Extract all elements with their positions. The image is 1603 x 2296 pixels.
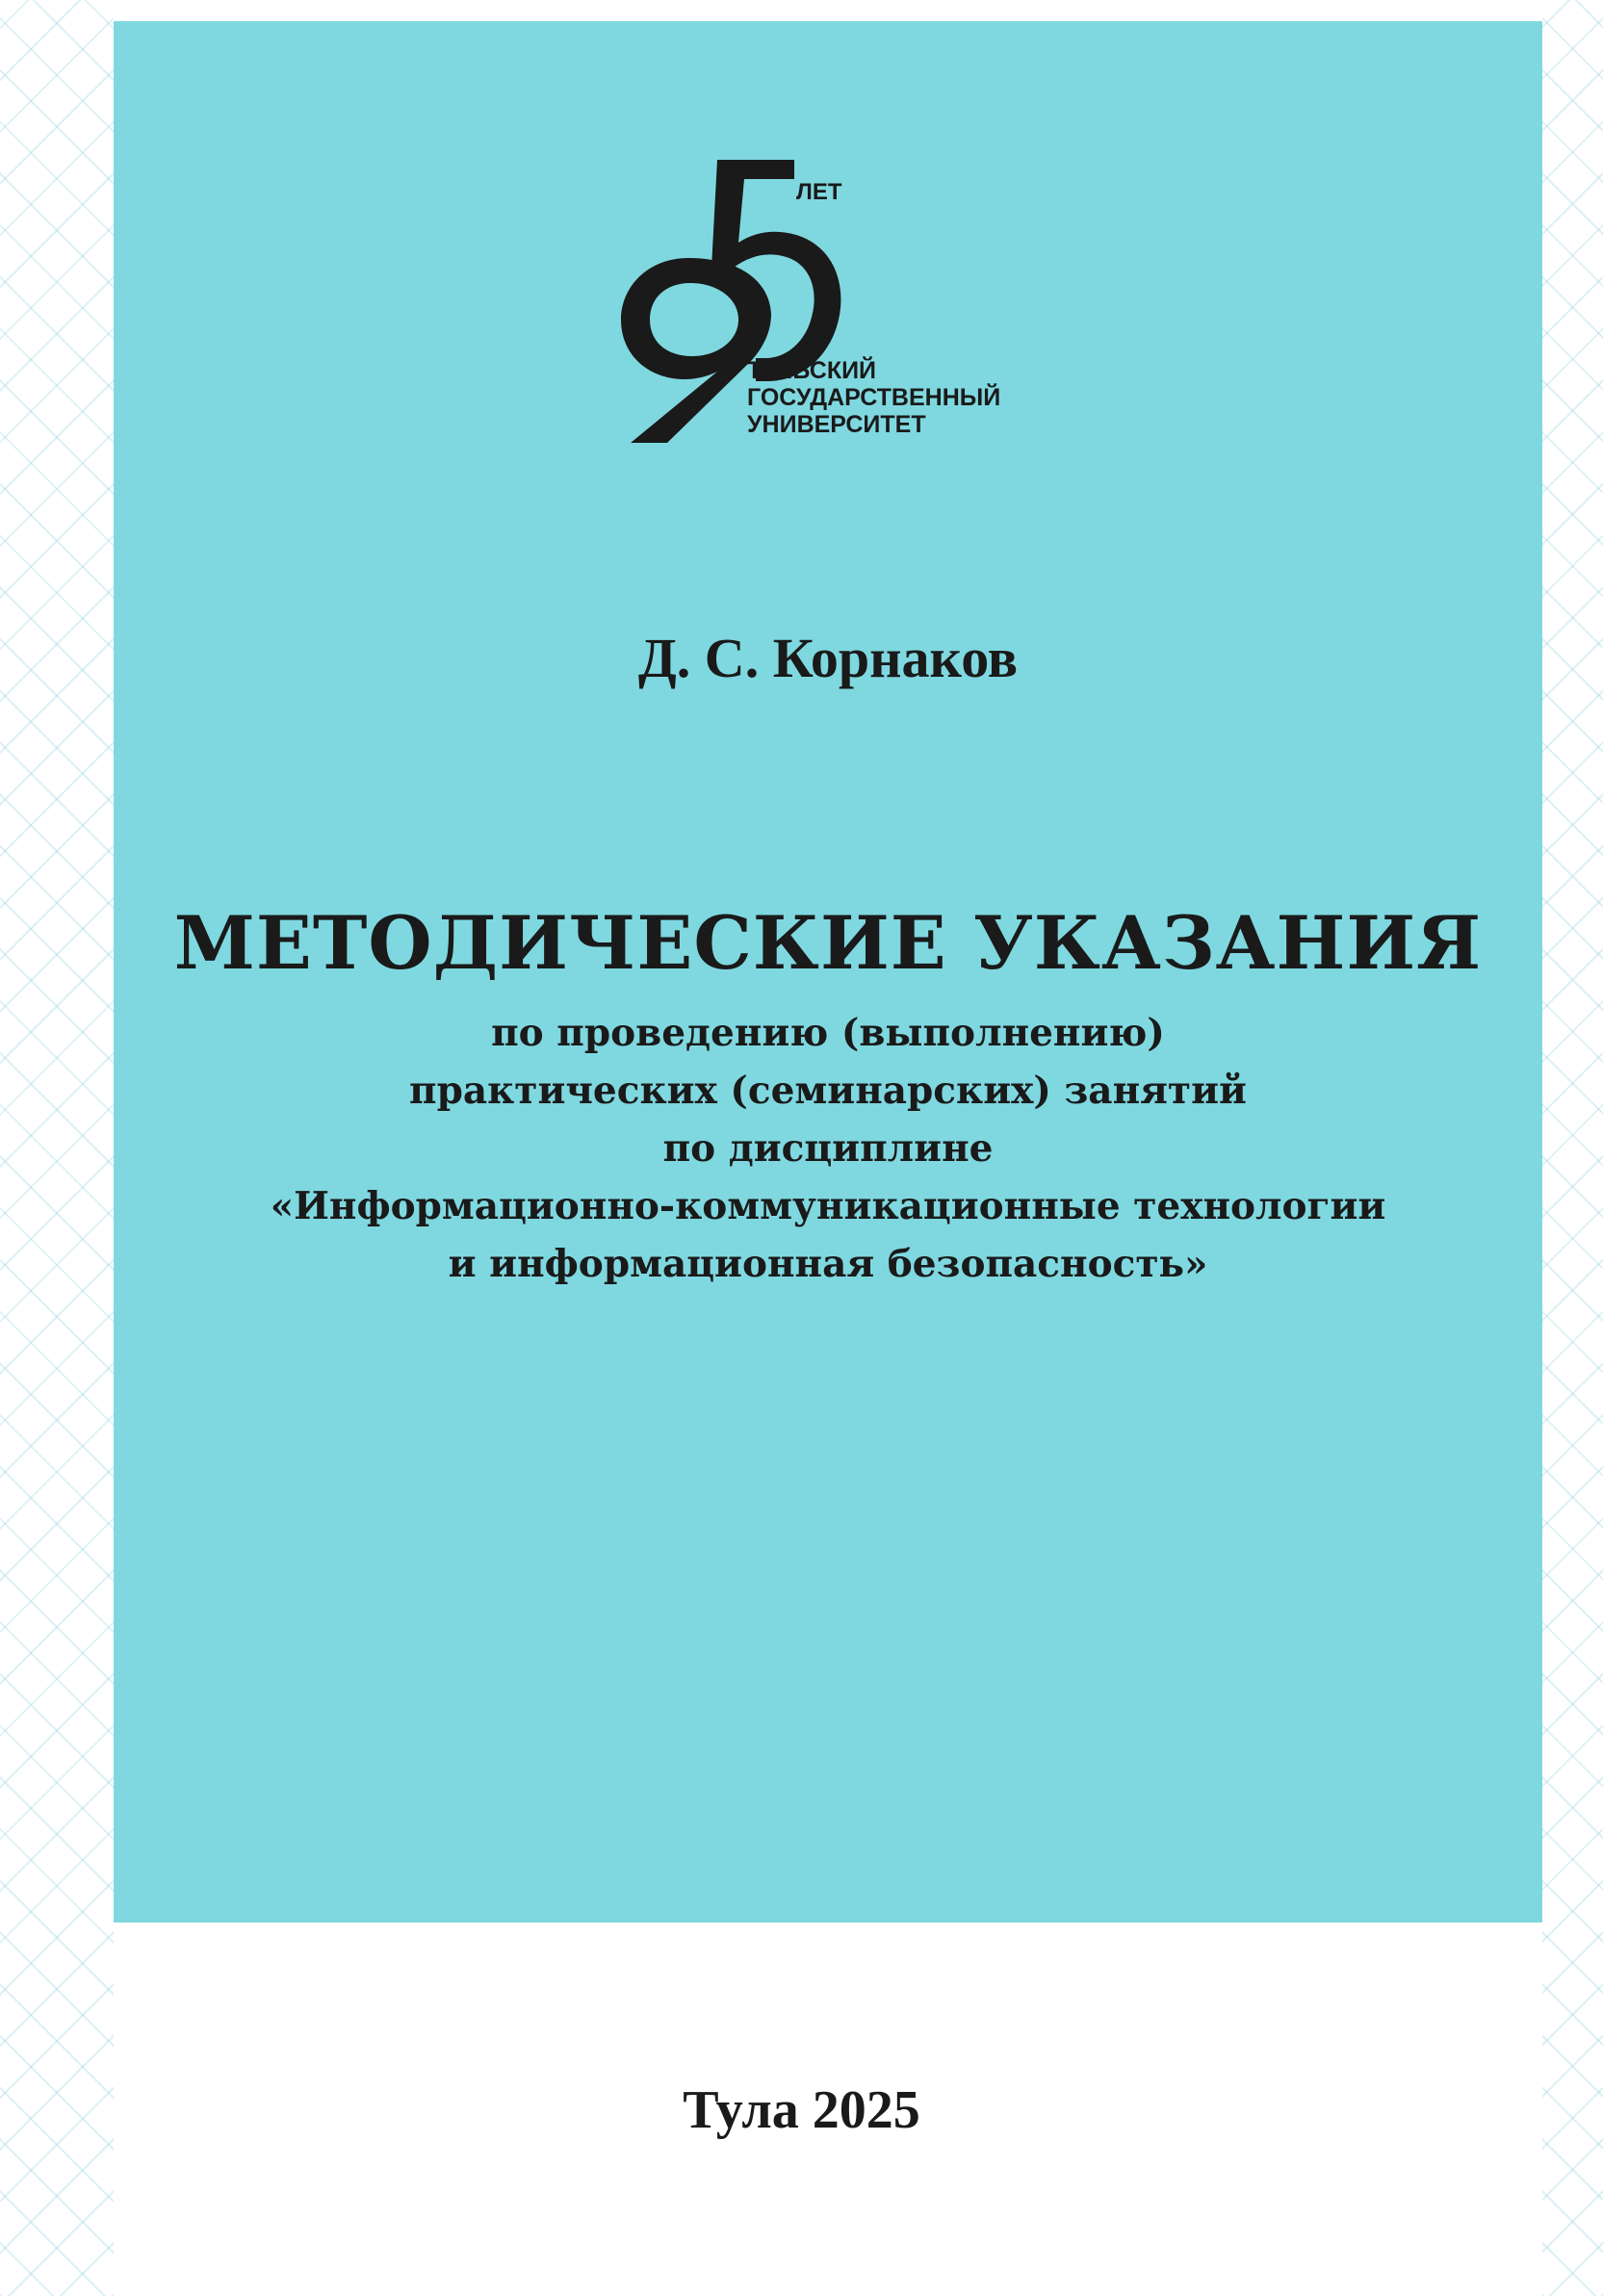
watermark-right-margin — [1542, 0, 1603, 2296]
document-title: МЕТОДИЧЕСКИЕ УКАЗАНИЯ — [173, 900, 1483, 986]
subtitle-line: практических (семинарских) занятий — [409, 1069, 1247, 1113]
logo-line: ГОСУДАРСТВЕННЫЙ — [747, 384, 1001, 411]
subtitle-line: по дисциплине — [662, 1126, 994, 1171]
university-logo — [621, 154, 1064, 472]
document-subtitle — [114, 1004, 1542, 1293]
logo-university-name — [747, 357, 1000, 438]
city-year-footer: Тула 2025 — [683, 2080, 920, 2140]
subtitle-line: и информационная безопасность» — [448, 1242, 1208, 1286]
logo-line: УНИВЕРСИТЕТ — [747, 411, 926, 438]
watermark-left-margin — [0, 0, 114, 2296]
subtitle-line: «Информационно-коммуникационные технологии — [270, 1184, 1386, 1228]
logo-years-label: ЛЕТ — [796, 179, 842, 205]
subtitle-line: по проведению (выполнению) — [491, 1011, 1165, 1055]
author-name: Д. С. Корнаков — [637, 627, 1019, 689]
logo-line: ТУЛЬСКИЙ — [747, 357, 877, 384]
